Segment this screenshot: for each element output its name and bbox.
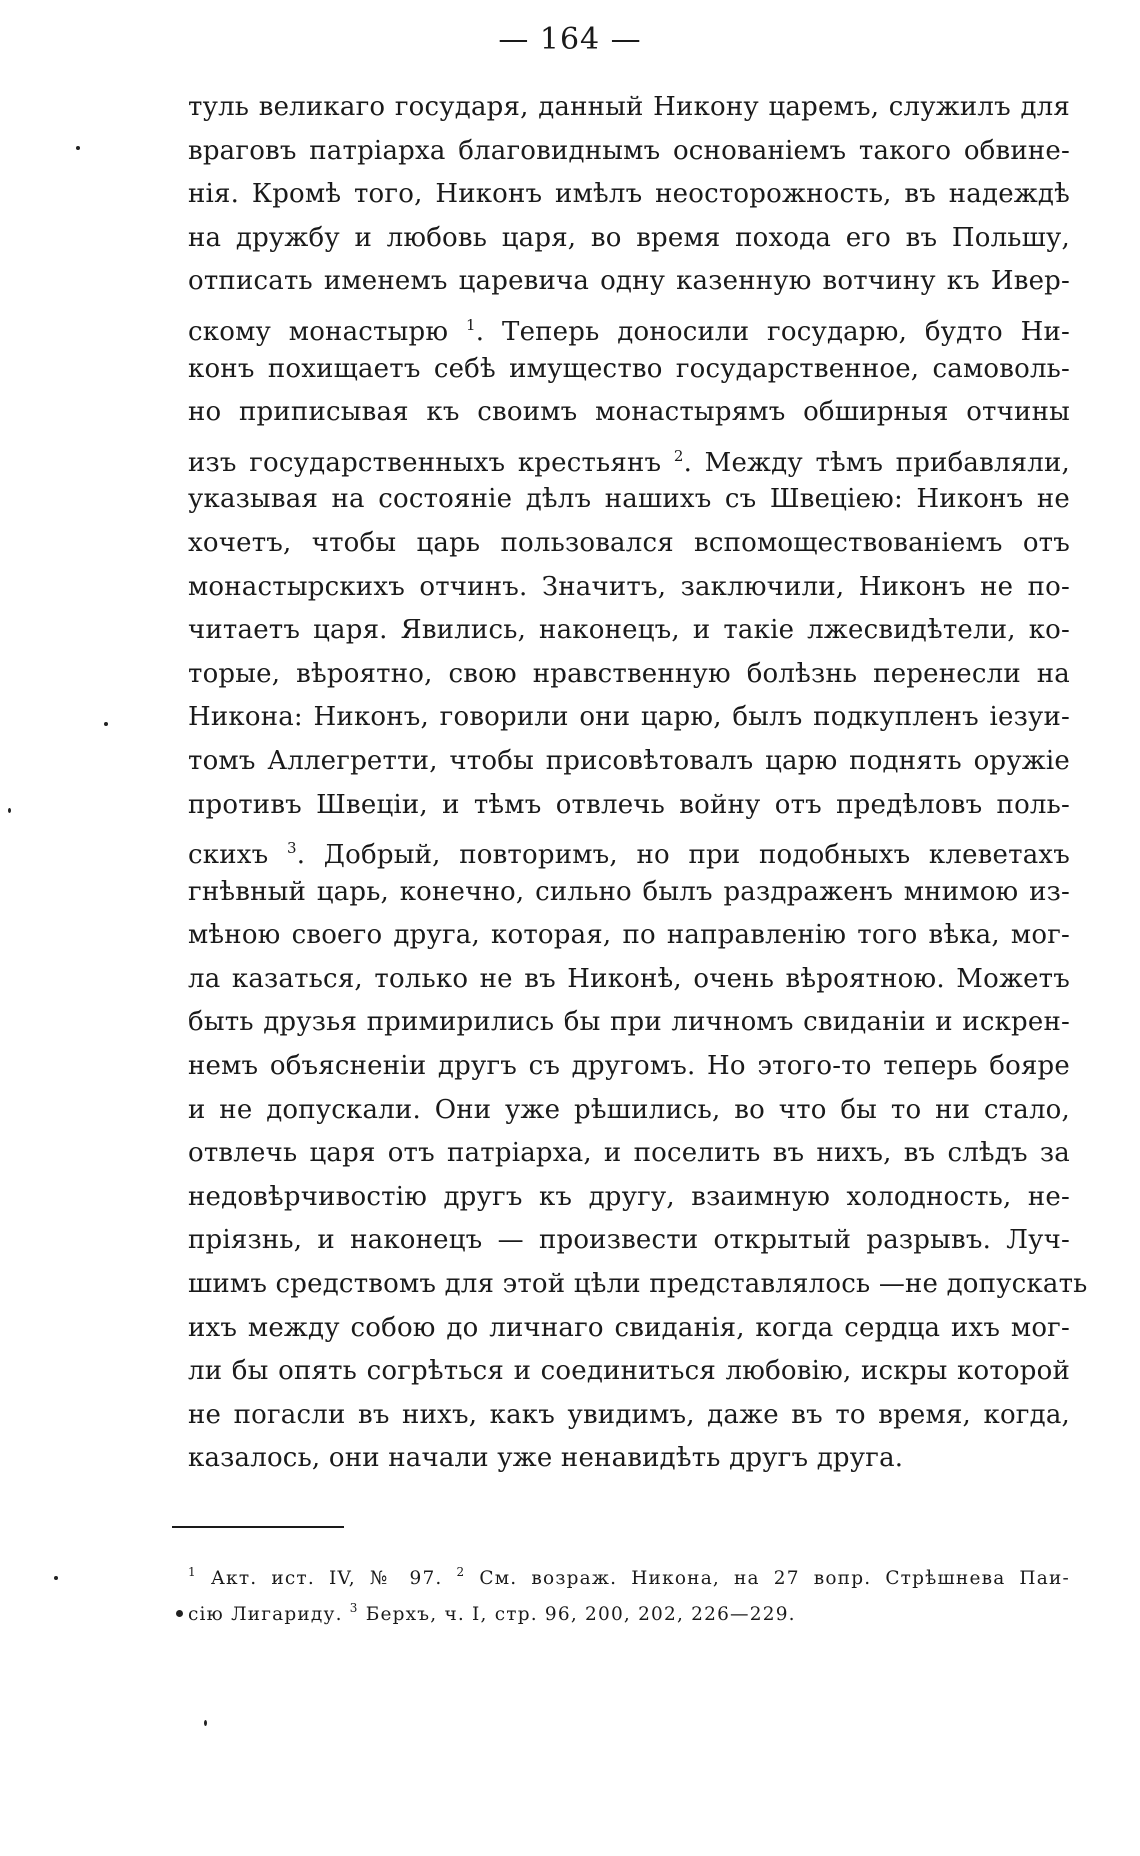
text-line [188, 1350, 1070, 1394]
text-run: Никона: Никонъ, говорили они царю, былъ подкупленъ іезуи- [188, 702, 1070, 733]
text-line [188, 86, 1070, 130]
footnote-marker: 1 [188, 1565, 197, 1579]
text-line [188, 871, 1070, 915]
text-run: быть друзья примирились бы при личномъ свиданіи и искрен- [188, 1007, 1070, 1038]
text-line [188, 696, 1070, 740]
text-run: монастырскихъ отчинъ. Значитъ, заключили, Никонъ не по- [188, 571, 1070, 602]
text-line [188, 609, 1070, 653]
text-run: нія. Кромѣ того, Никонъ имѣлъ неосторожность, въ надеждѣ [188, 179, 1070, 210]
text-line [188, 827, 1070, 871]
text-line [188, 260, 1070, 304]
text-line [188, 348, 1070, 392]
text-line [188, 173, 1070, 217]
footnote-marker: 1 [466, 315, 476, 334]
text-run: . Между тѣмъ прибавляли, [683, 447, 1070, 478]
text-run: конъ похищаетъ себѣ имущество государственное, самоволь- [188, 353, 1070, 384]
text-run: . Добрый, повторимъ, но при подобныхъ клеветахъ [296, 840, 1070, 871]
text-line [188, 914, 1070, 958]
scan-speck [54, 1576, 58, 1580]
footnote-line [188, 1554, 1070, 1590]
scan-speck [76, 146, 80, 150]
text-run: ли бы опять согрѣться и соединиться любовію, искры которой [188, 1356, 1070, 1387]
text-run: Берхъ, ч. I, стр. 96, 200, 202, 226—229. [358, 1604, 796, 1625]
text-run: сію Лигариду. [188, 1604, 350, 1625]
text-line [188, 1089, 1070, 1133]
text-run: немъ объясненіи другъ съ другомъ. Но этого-то теперь бояре [188, 1051, 1070, 1082]
text-line [188, 522, 1070, 566]
footnote-marker: 3 [349, 1601, 359, 1615]
page-number: — 164 — [498, 22, 642, 57]
text-run: скому монастырю [188, 316, 467, 347]
footnote-marker: 2 [456, 1565, 466, 1579]
body-text [188, 86, 1088, 1481]
text-run: томъ Аллегретти, чтобы присовѣтовалъ царю поднять оружіе [188, 745, 1070, 776]
text-run: гнѣвный царь, конечно, сильно былъ раздраженъ мнимою из- [188, 876, 1070, 907]
footnote-marker: 2 [673, 446, 684, 465]
text-run: скихъ [188, 840, 287, 871]
text-run: враговъ патріарха благовиднымъ основаніемъ такого обвине- [188, 135, 1070, 166]
scan-speck [104, 722, 108, 726]
footnotes [188, 1554, 1070, 1626]
text-run: не погасли въ нихъ, какъ увидимъ, даже въ то время, когда, [188, 1399, 1070, 1430]
text-line [188, 653, 1070, 697]
text-line [188, 784, 1070, 828]
text-run: мѣною своего друга, которая, по направленію того вѣка, мог- [188, 920, 1070, 951]
text-run: казалось, они начали уже ненавидѣть другъ друга. [188, 1443, 904, 1474]
text-line [188, 1001, 1070, 1045]
text-run: ихъ между собою до личнаго свиданія, когда сердца ихъ мог- [188, 1312, 1070, 1343]
text-line [188, 1045, 1070, 1089]
text-run: Акт. ист. IV, № 97. [196, 1568, 457, 1589]
text-run: отвлечь царя отъ патріарха, и поселить въ нихъ, въ слѣдъ за [188, 1138, 1070, 1169]
text-line [188, 478, 1070, 522]
text-run: шимъ средствомъ для этой цѣли представлялось —не допускать [188, 1269, 1088, 1300]
footnote-line [188, 1590, 1070, 1626]
scan-speck [176, 1610, 183, 1617]
text-run: торые, вѣроятно, свою нравственную болѣзнь перенесли на [188, 658, 1070, 689]
text-run: указывая на состояніе дѣлъ нашихъ съ Швеціею: Никонъ не [188, 484, 1070, 515]
text-run: недовѣрчивостію другъ къ другу, взаимную холодность, не- [188, 1181, 1070, 1212]
text-line [188, 130, 1070, 174]
text-line [188, 1219, 1070, 1263]
text-run: . Теперь доносили государю, будто Ни- [475, 316, 1071, 347]
text-line [188, 566, 1070, 610]
text-run: противъ Швеціи, и тѣмъ отвлечь войну отъ предѣловъ поль- [188, 789, 1070, 820]
text-run: См. возраж. Никона, на 27 вопр. Стрѣшнева Паи- [465, 1568, 1070, 1589]
text-line [188, 391, 1070, 435]
text-run: пріязнь, и наконецъ — произвести открытый разрывъ. Луч- [188, 1225, 1070, 1256]
text-line [188, 217, 1070, 261]
text-run: на дружбу и любовь царя, во время похода его въ Польшу, [188, 222, 1070, 253]
text-line [188, 435, 1070, 479]
footnote-marker: 3 [286, 839, 297, 858]
text-run: читаетъ царя. Явились, наконецъ, и такіе лжесвидѣтели, ко- [188, 615, 1070, 646]
scan-speck [204, 1720, 207, 1726]
text-line [188, 1394, 1070, 1438]
text-line [188, 1437, 1070, 1481]
text-line [188, 304, 1070, 348]
text-run: туль великаго государя, данный Никону царемъ, служилъ для [188, 92, 1070, 122]
text-line [188, 740, 1070, 784]
text-line [188, 1176, 1070, 1220]
text-line [188, 958, 1070, 1002]
text-line [188, 1307, 1070, 1351]
text-run: отписать именемъ царевича одну казенную вотчину къ Ивер- [188, 266, 1070, 297]
text-run: и не допускали. Они уже рѣшились, во что бы то ни стало, [188, 1094, 1070, 1125]
text-line [188, 1263, 1088, 1307]
text-run: ла казаться, только не въ Никонѣ, очень вѣроятною. Можетъ [188, 963, 1070, 994]
footnote-divider [172, 1526, 344, 1528]
text-run: но приписывая къ своимъ монастырямъ обширныя отчины [188, 397, 1070, 428]
scan-speck [8, 808, 11, 813]
text-run: хочетъ, чтобы царь пользовался вспомоществованіемъ отъ [188, 527, 1070, 558]
text-line [188, 1132, 1070, 1176]
text-run: изъ государственныхъ крестьянъ [188, 447, 674, 478]
